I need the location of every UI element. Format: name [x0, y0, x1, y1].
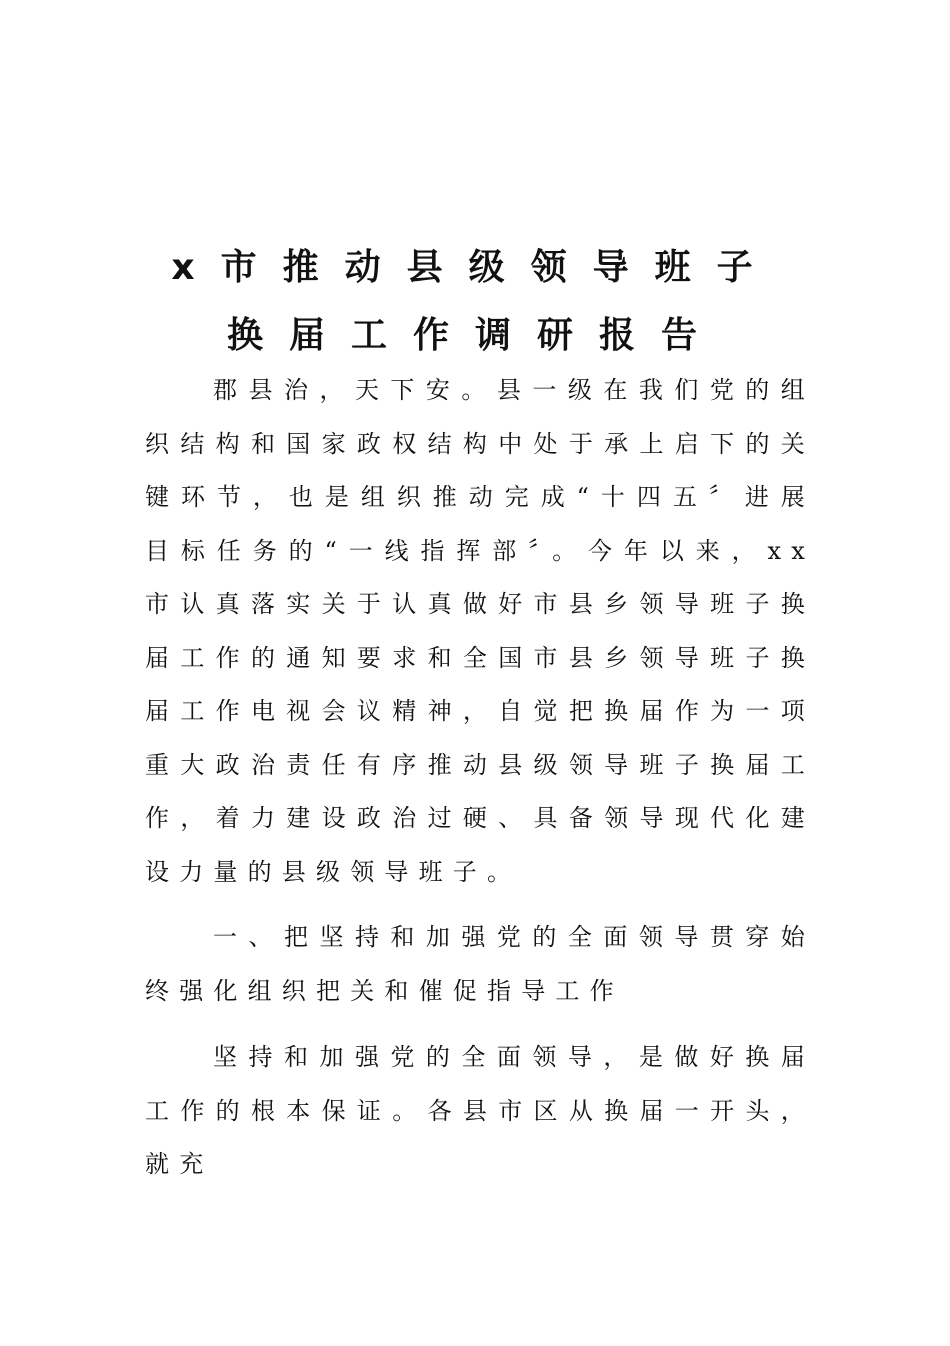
section-1-paragraph: 坚持和加强党的全面领导，是做好换届工作的根本保证。各县市区从换届一开头，就充 — [145, 1043, 815, 1178]
section-heading-1: 一、把坚持和加强党的全面领导贯穿始终强化组织把关和催促指导工作 — [145, 923, 815, 1005]
document-title-line-2: 换届工作调研报告 — [226, 315, 723, 356]
intro-paragraph: 郡县治，天下安。县一级在我们党的组织结构和国家政权结构中处于承上启下的关键环节，也是组织推动完成“十四五〞进展目标任务的“一线指挥部〞。今年以来，xx市认真落实关于认真做好市县乡领导班子换届工作的通知要求和全国市县乡领导班子换届工作电视会议精神，自觉把换届作为一项重大政治责任有序推动县级领导班子换届工作，着力建设政治过硬、具备领导现代化建设力量的县级领导班子。 — [145, 376, 815, 886]
document-title-line-1: x市推动县级领导班子 — [171, 247, 779, 288]
